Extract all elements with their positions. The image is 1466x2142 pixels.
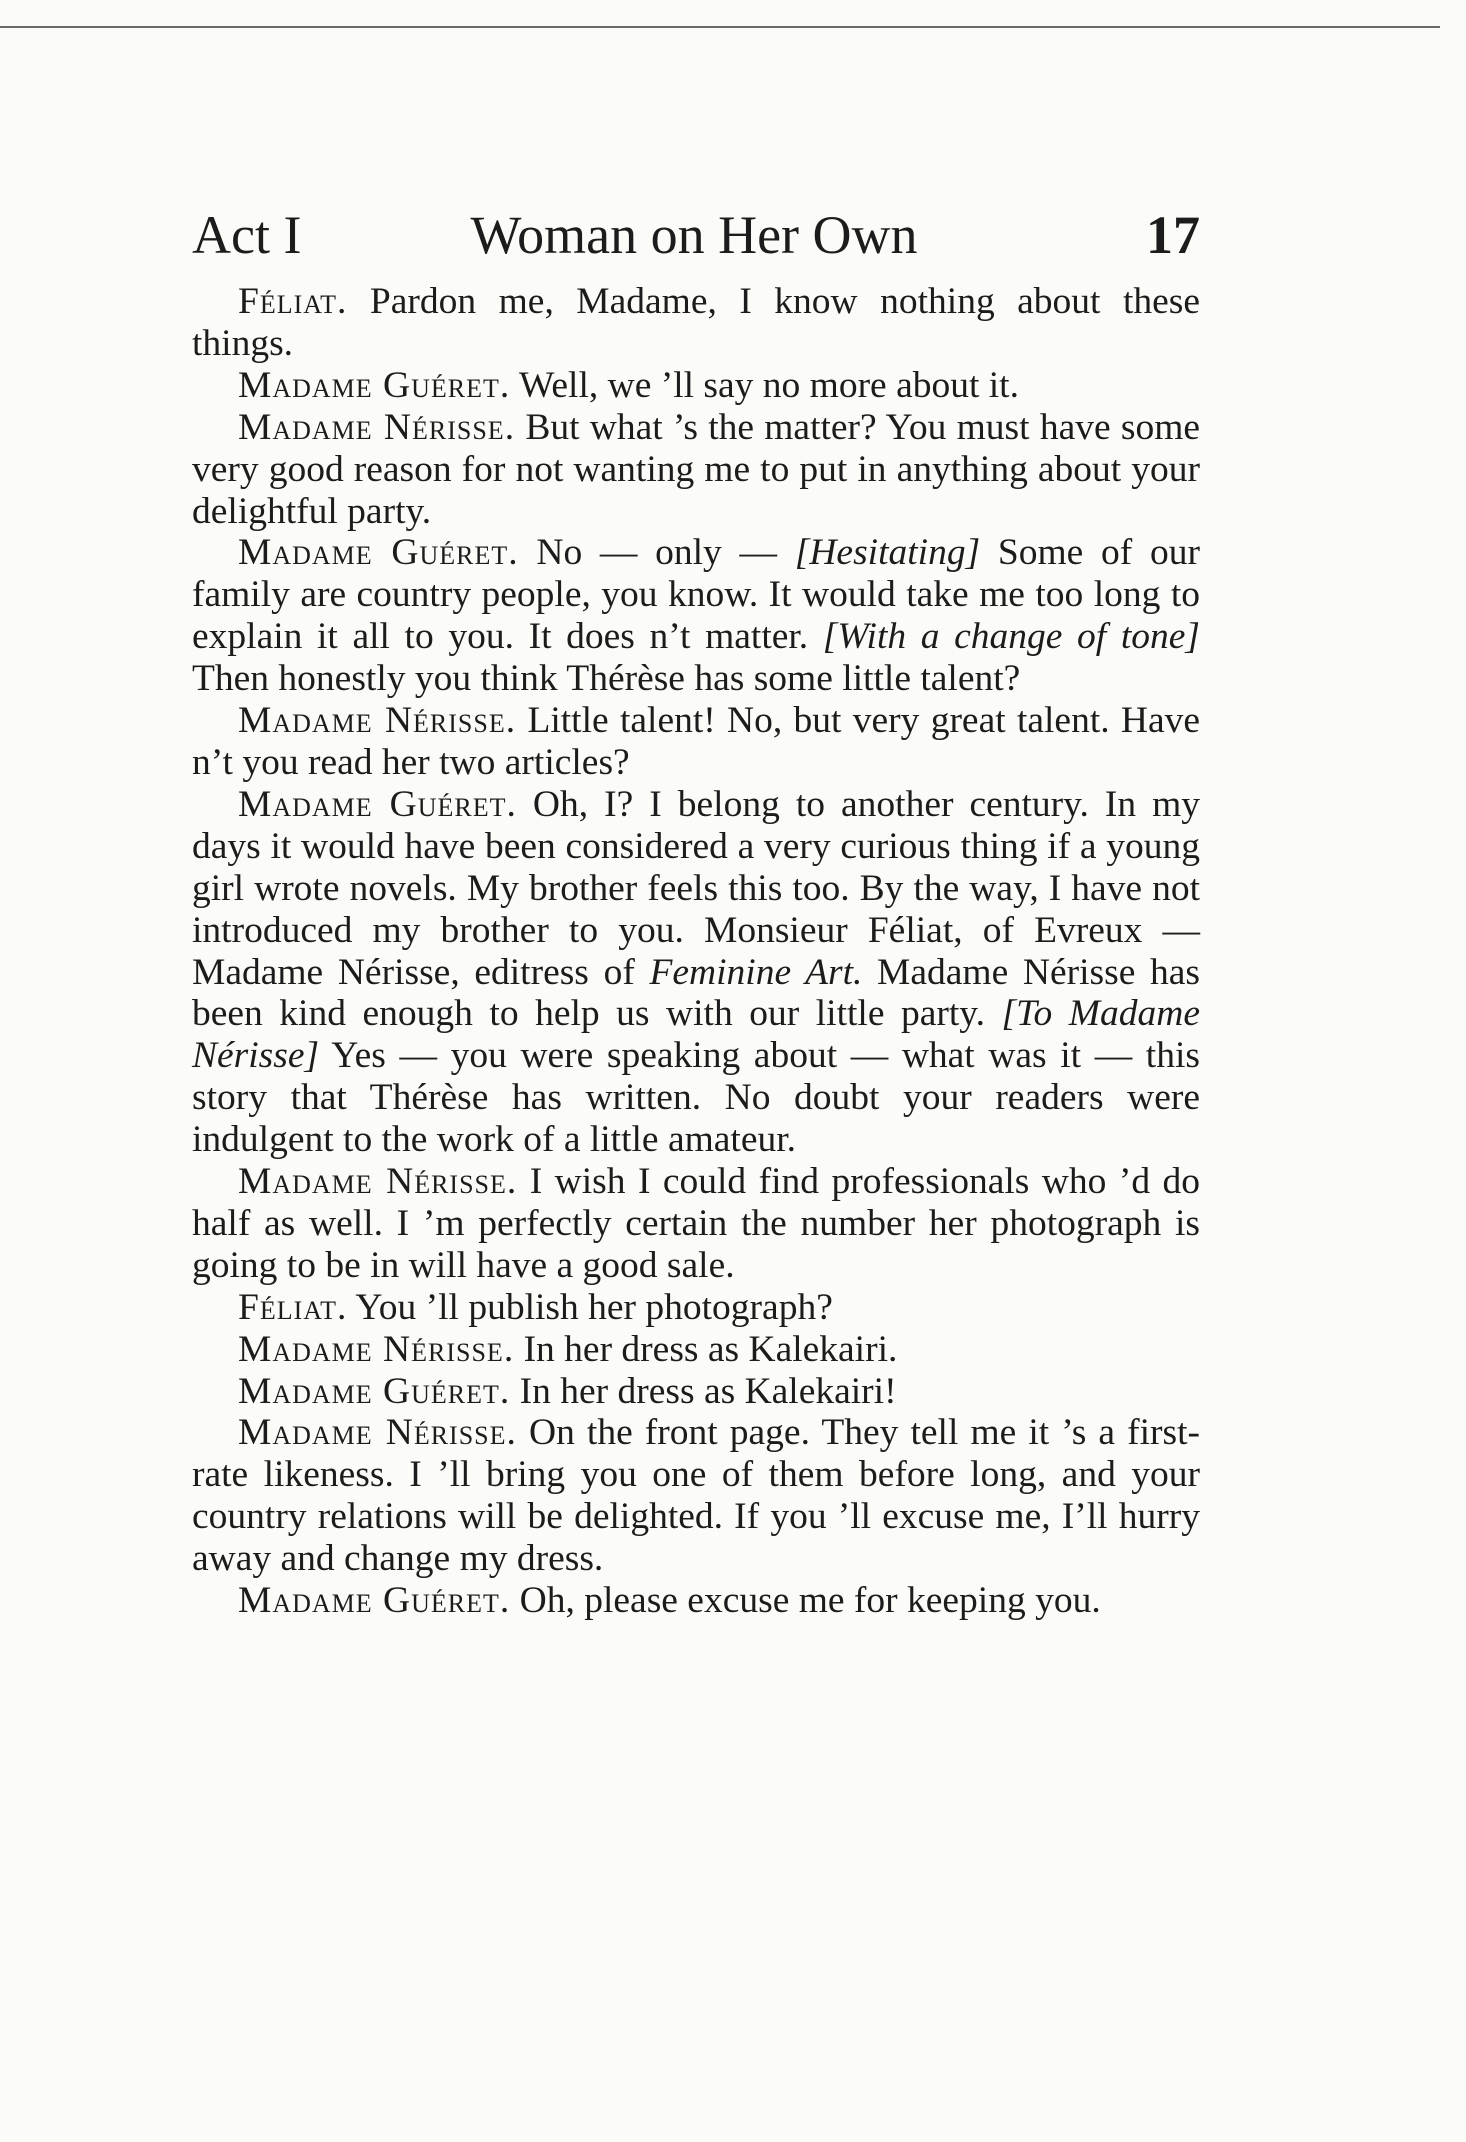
spoken-line: Well, we ’ll say no more about it. — [518, 364, 1019, 406]
running-header — [192, 205, 1200, 265]
stage-direction: [With a change of tone] — [822, 616, 1200, 658]
dialogue-paragraph — [192, 784, 1200, 1161]
dialogue-paragraph — [192, 407, 1200, 533]
dialogue-paragraph — [192, 1412, 1200, 1580]
speaker-name: Madame Nérisse. — [238, 1161, 518, 1203]
speaker-name: Madame Guéret. — [238, 1580, 511, 1622]
spoken-line: Pardon me, Madame, I know nothing about these things. — [192, 281, 1200, 364]
book-page — [192, 205, 1200, 1622]
speaker-name: Madame Guéret. — [238, 1370, 511, 1412]
page-number: 17 — [1146, 205, 1200, 265]
book-title: Woman on Her Own — [470, 205, 918, 265]
dialogue-paragraph — [192, 1371, 1200, 1413]
speaker-name: Féliat. — [238, 1286, 348, 1328]
spoken-line: But what ’s the matter? You must have some very good reason for not wanting me to put in anything about your delightful party. — [192, 406, 1201, 532]
speaker-name: Madame Guéret. — [238, 532, 519, 574]
spoken-line: Yes — you were speaking about — what was it — this story that Thérèse has written. No doubt your readers were indulgent to the work of a little amateur. — [192, 1035, 1200, 1161]
spoken-line: Oh, please excuse me for keeping you. — [519, 1580, 1101, 1622]
speaker-name: Madame Nérisse. — [238, 1328, 515, 1370]
spoken-line: Then honestly you think Thérèse has some little talent? — [192, 658, 1021, 700]
dialogue-paragraph — [192, 281, 1200, 365]
dialogue-paragraph — [192, 700, 1200, 784]
spoken-line: You ’ll publish her photograph? — [355, 1286, 833, 1328]
dialogue-paragraph — [192, 1161, 1200, 1287]
dialogue-paragraph — [192, 1580, 1200, 1622]
dialogue-body — [192, 281, 1200, 1622]
speaker-name: Madame Nérisse. — [238, 700, 517, 742]
stage-direction: [Hesitating] — [794, 532, 981, 574]
top-border-rule — [0, 26, 1440, 28]
stage-direction: [To Madame Nérisse] — [192, 993, 1200, 1077]
spoken-line: On the front page. They tell me it ’s a first-rate likeness. I ’ll bring you one of them before long, and your country relations will be delighted. If you ’ll excuse me, I’ll hurry away and change my dress. — [192, 1412, 1201, 1580]
speaker-name: Madame Nérisse. — [238, 406, 516, 448]
dialogue-paragraph — [192, 365, 1200, 407]
spoken-line: Some of our family are country people, you know. It would take me too long to explain it all to you. It does n’t matter. — [192, 532, 1200, 658]
speaker-name: Madame Guéret. — [238, 783, 517, 825]
dialogue-paragraph — [192, 1287, 1200, 1329]
spoken-line: Madame Nérisse has been kind enough to help us with our little party. — [192, 951, 1200, 1035]
act-label: Act I — [192, 205, 302, 265]
stage-direction: Feminine Art. — [649, 951, 863, 993]
spoken-line: Oh, I? I belong to another century. In my days it would have been considered a very curious thing if a young girl wrote novels. My brother feels this too. By the way, I have not introduced my brother to you. Monsieur Féliat, of Evreux — Madame Nérisse, editress of — [192, 783, 1201, 993]
speaker-name: Madame Guéret. — [238, 364, 511, 406]
dialogue-paragraph — [192, 1329, 1200, 1371]
spoken-line: No — only — — [536, 532, 795, 574]
spoken-line: Little talent! No, but very great talent. Have n’t you read her two articles? — [192, 700, 1201, 783]
spoken-line: In her dress as Kalekairi! — [519, 1370, 897, 1412]
speaker-name: Féliat. — [238, 281, 348, 322]
spoken-line: In her dress as Kalekairi. — [523, 1328, 898, 1370]
dialogue-paragraph — [192, 532, 1200, 700]
spoken-line: I wish I could find professionals who ’d do half as well. I ’m perfectly certain the number her photograph is going to be in will have a good sale. — [192, 1161, 1201, 1286]
speaker-name: Madame Nérisse. — [238, 1412, 517, 1454]
